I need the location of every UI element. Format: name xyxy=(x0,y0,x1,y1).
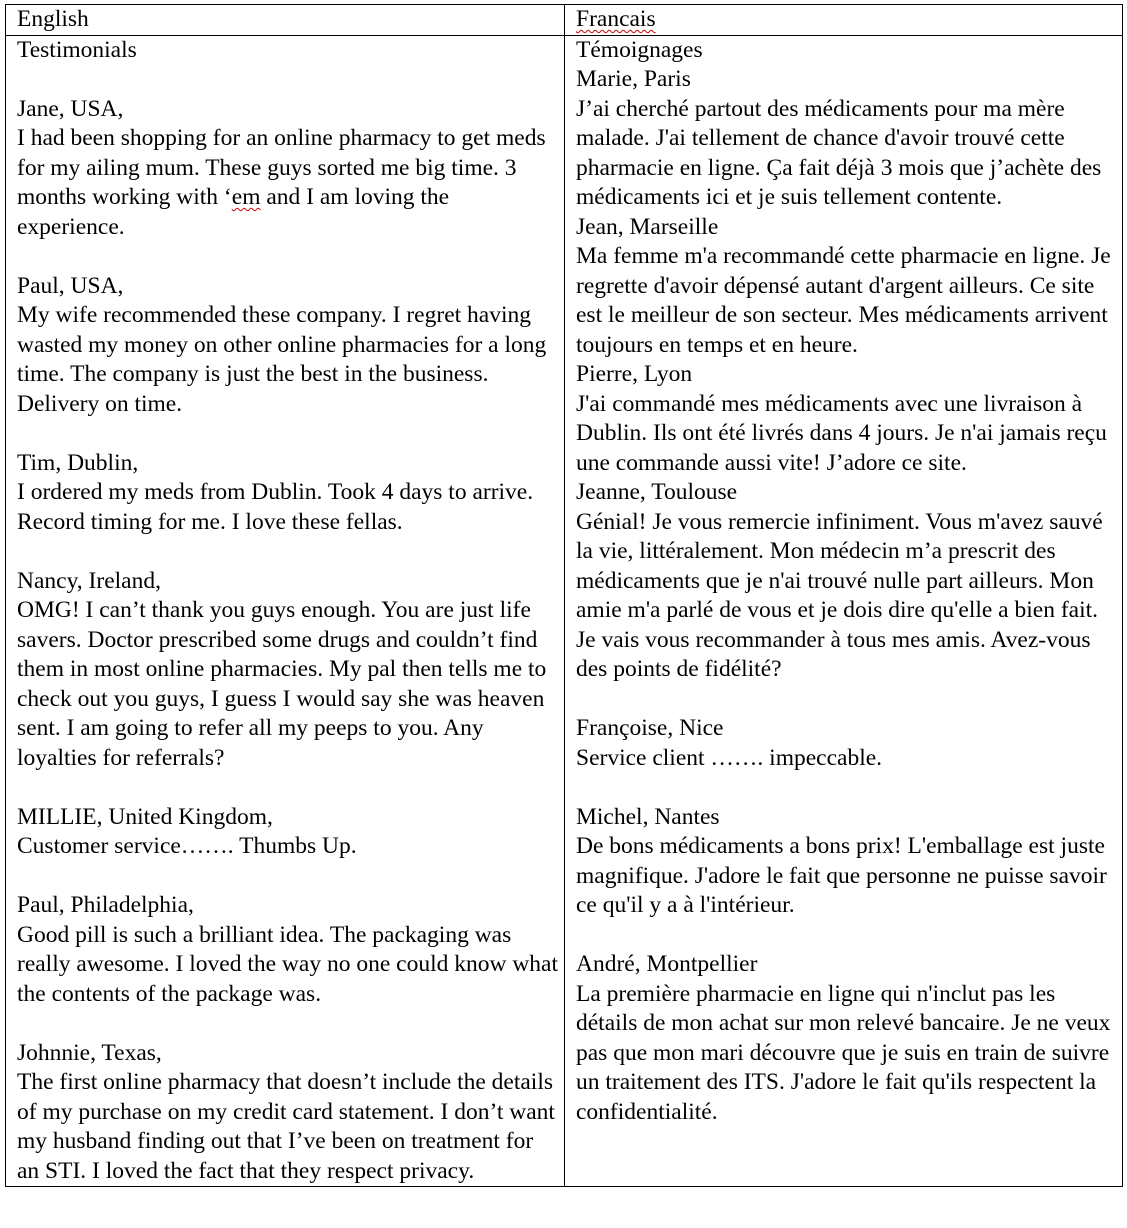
testimonial-text: La première pharmacie en ligne qui n'inclut pas les détails de mon achat sur mon relevé bancaire. Je ne veux pas que mon mari découvre que je suis en train de suivre un traitement des ITS. J'adore le fait qu'ils respectent la confidentialité. xyxy=(576,980,1111,1125)
english-testimonial xyxy=(17,95,560,243)
header-english xyxy=(6,5,565,36)
english-testimonial xyxy=(17,449,560,538)
english-testimonial xyxy=(17,1039,560,1187)
testimonial-text: The first online pharmacy that doesn’t include the details of my purchase on my credit card statement. I don’t want my husband finding out that I’ve been on treatment for an STI. I loved the fact that they respect privacy. xyxy=(17,1069,555,1184)
testimonial-text: I ordered my meds from Dublin. Took 4 days to arrive. Record timing for me. I love these fellas. xyxy=(17,479,534,535)
testimonial-text: J’ai cherché partout des médicaments pour ma mère malade. J'ai tellement de chance d'avoir trouvé cette pharmacie en ligne. Ça fait déjà 3 mois que j’achète des médicaments ici et je suis tellement contente. xyxy=(576,95,1102,210)
testimonial-text-part: and I am loving the experience. xyxy=(17,184,450,240)
header-english-label: English xyxy=(17,6,89,32)
english-testimonial xyxy=(17,891,560,1009)
testimonial-text: Customer service……. Thumbs Up. xyxy=(17,833,357,859)
testimonial-author: André, Montpellier xyxy=(576,951,758,977)
english-column xyxy=(6,35,565,1187)
english-title: Testimonials xyxy=(17,36,137,63)
french-testimonial xyxy=(576,803,1118,921)
testimonial-text: OMG! I can’t thank you guys enough. You are just life savers. Doctor prescribed some drugs and couldn’t find them in most online pharmacies. My pal then tells me to check out you guys, I guess I would say she was heaven sent. I am going to refer all my peeps to you. Any loyalties for referrals? xyxy=(17,597,547,771)
testimonial-author: MILLIE, United Kingdom, xyxy=(17,803,273,830)
spacer xyxy=(17,1009,560,1039)
header-french xyxy=(565,5,1123,36)
spacer xyxy=(576,921,1118,951)
testimonial-text: J'ai commandé mes médicaments avec une livraison à Dublin. Ils ont été livrés dans 4 jours. Je n'ai jamais reçu une commande aussi vite! J’adore ce site. xyxy=(576,390,1107,476)
french-testimonial xyxy=(576,478,1118,685)
french-testimonial xyxy=(576,714,1118,773)
english-testimonial xyxy=(17,803,560,862)
testimonial-text xyxy=(17,124,560,242)
spacer xyxy=(17,419,560,449)
testimonial-text: Service client ……. impeccable. xyxy=(576,744,883,771)
spacer xyxy=(17,773,560,803)
testimonial-author: Nancy, Ireland, xyxy=(17,567,161,594)
french-title: Témoignages xyxy=(576,36,703,63)
testimonial-author: Tim, Dublin, xyxy=(17,449,139,476)
testimonial-text: Ma femme m'a recommandé cette pharmacie en ligne. Je regrette d'avoir dépensé autant d'argent ailleurs. Ce site est le meilleur de son secteur. Mes médicaments arrivent toujours en temps et en heure. xyxy=(576,243,1111,358)
content-row xyxy=(6,35,1123,1187)
testimonial-text: Génial! Je vous remercie infiniment. Vous m'avez sauvé la vie, littéralement. Mon médecin m’a prescrit des médicaments que je n'ai trouvé nulle part ailleurs. Mon amie m'a parlé de vous et je dois dire qu'elle a bien fait. Je vais vous recommander à tous mes amis. Avez-vous des points de fidélité? xyxy=(576,508,1103,682)
testimonial-author: Marie, Paris xyxy=(576,66,691,92)
testimonial-text-part: I had been shopping for an online pharmacy to get meds for my ailing mum. These guys sorted me big time. 3 months working with ‘ xyxy=(17,125,546,210)
testimonial-author: Jean, Marseille xyxy=(576,213,719,240)
testimonial-author: Jane, USA, xyxy=(17,95,124,122)
testimonial-author: Françoise, Nice xyxy=(576,715,724,741)
french-column xyxy=(565,35,1123,1187)
header-row xyxy=(6,5,1123,36)
english-testimonial xyxy=(17,567,560,774)
spacer xyxy=(17,862,560,892)
spacer xyxy=(576,773,1118,803)
testimonial-author: Paul, Philadelphia, xyxy=(17,892,194,918)
spacer xyxy=(17,65,560,95)
spacer xyxy=(17,242,560,272)
header-french-label: Francais xyxy=(576,6,656,32)
french-testimonial xyxy=(576,65,1118,213)
testimonial-author: Jeanne, Toulouse xyxy=(576,479,738,505)
spellcheck-flagged-word: em xyxy=(231,184,261,210)
testimonial-author: Paul, USA, xyxy=(17,272,124,299)
english-testimonial xyxy=(17,272,560,420)
french-testimonial xyxy=(576,360,1118,478)
testimonial-author: Michel, Nantes xyxy=(576,803,720,830)
testimonial-text: My wife recommended these company. I regret having wasted my money on other online pharmacies for a long time. The company is just the best in the business. Delivery on time. xyxy=(17,302,547,417)
spacer xyxy=(576,685,1118,715)
testimonial-text: Good pill is such a brilliant idea. The packaging was really awesome. I loved the way no one could know what the contents of the package was. xyxy=(17,921,558,1007)
french-testimonial xyxy=(576,950,1118,1127)
french-testimonial xyxy=(576,213,1118,361)
translation-table xyxy=(5,4,1123,1187)
testimonial-author: Johnnie, Texas, xyxy=(17,1039,162,1066)
testimonial-text: De bons médicaments a bons prix! L'emballage est juste magnifique. J'adore le fait que personne ne puisse savoir ce qu'il y a à l'intérieur. xyxy=(576,833,1107,918)
spacer xyxy=(17,537,560,567)
testimonial-author: Pierre, Lyon xyxy=(576,361,693,387)
